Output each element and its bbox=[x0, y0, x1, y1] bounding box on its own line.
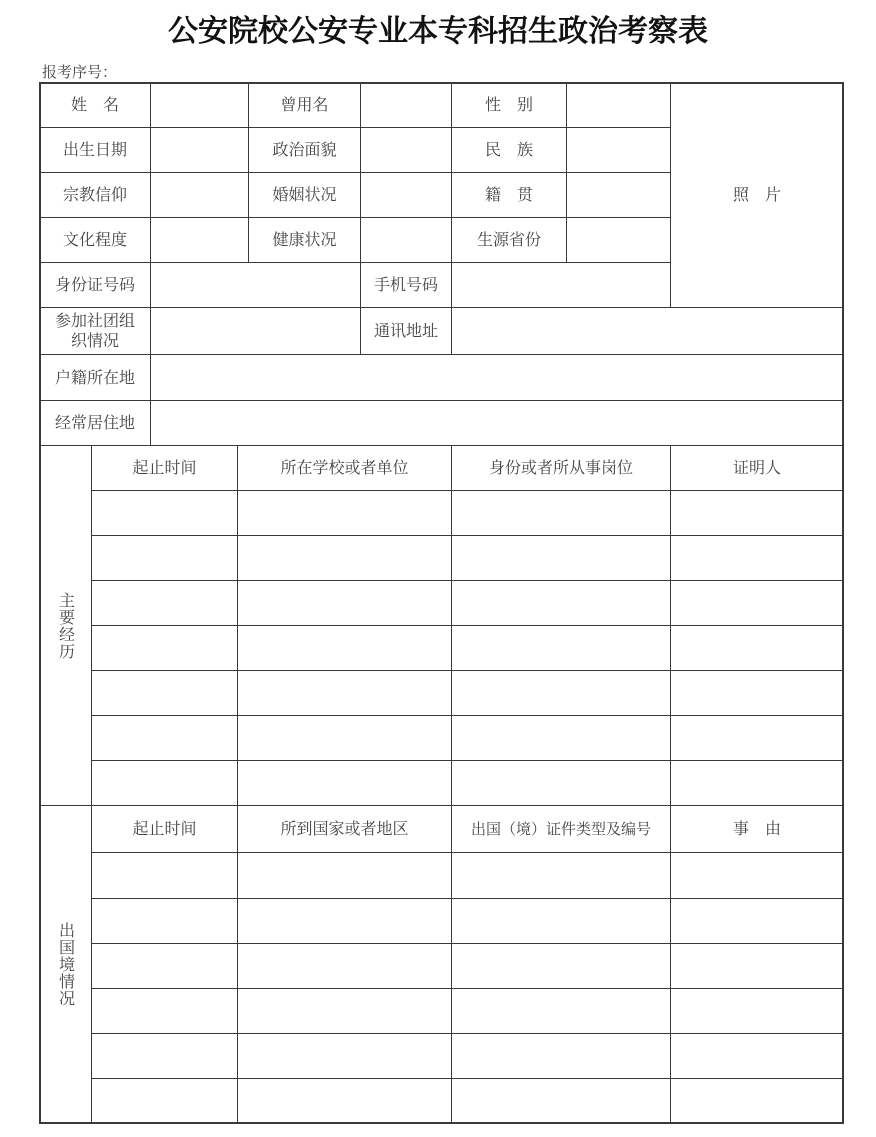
abroad-document-cell[interactable] bbox=[451, 898, 671, 944]
hukou-field[interactable] bbox=[150, 354, 844, 401]
ethnicity-label: 民 族 bbox=[451, 127, 567, 173]
abroad-reason-cell[interactable] bbox=[670, 988, 844, 1034]
experience-period-cell[interactable] bbox=[91, 760, 238, 806]
source-province-label: 生源省份 bbox=[451, 217, 567, 263]
abroad-document-cell[interactable] bbox=[451, 988, 671, 1034]
experience-section-title: 主要经历 bbox=[56, 591, 76, 660]
gender-field[interactable] bbox=[566, 82, 671, 128]
experience-witness-cell[interactable] bbox=[670, 670, 844, 716]
name-field[interactable] bbox=[150, 82, 249, 128]
source-province-field[interactable] bbox=[566, 217, 671, 263]
native-place-label: 籍 贯 bbox=[451, 172, 567, 218]
experience-organization-cell[interactable] bbox=[237, 535, 452, 581]
abroad-period-cell[interactable] bbox=[91, 1078, 238, 1124]
id-number-field[interactable] bbox=[150, 262, 361, 308]
experience-witness-cell[interactable] bbox=[670, 535, 844, 581]
experience-position-cell[interactable] bbox=[451, 625, 671, 671]
political-status-label: 政治面貌 bbox=[248, 127, 361, 173]
experience-period-cell[interactable] bbox=[91, 670, 238, 716]
experience-period-cell[interactable] bbox=[91, 580, 238, 626]
experience-position-cell[interactable] bbox=[451, 760, 671, 806]
experience-organization-cell[interactable] bbox=[237, 580, 452, 626]
abroad-reason-cell[interactable] bbox=[670, 852, 844, 899]
health-field[interactable] bbox=[360, 217, 452, 263]
experience-organization-cell[interactable] bbox=[237, 760, 452, 806]
abroad-destination-cell[interactable] bbox=[237, 898, 452, 944]
experience-witness-cell[interactable] bbox=[670, 490, 844, 536]
experience-col-organization: 所在学校或者单位 bbox=[237, 445, 452, 491]
experience-period-cell[interactable] bbox=[91, 535, 238, 581]
abroad-col-destination: 所到国家或者地区 bbox=[237, 805, 452, 853]
religion-label: 宗教信仰 bbox=[39, 172, 151, 218]
photo-box[interactable] bbox=[670, 82, 844, 308]
id-number-label: 身份证号码 bbox=[39, 262, 151, 308]
experience-organization-cell[interactable] bbox=[237, 625, 452, 671]
abroad-period-cell[interactable] bbox=[91, 1033, 238, 1079]
abroad-col-reason: 事 由 bbox=[670, 805, 844, 853]
former-name-label: 曾用名 bbox=[248, 82, 361, 128]
address-field[interactable] bbox=[451, 307, 844, 355]
experience-organization-cell[interactable] bbox=[237, 670, 452, 716]
photo-label: 照 片 bbox=[732, 185, 781, 204]
abroad-section-label bbox=[39, 805, 92, 1124]
experience-position-cell[interactable] bbox=[451, 580, 671, 626]
experience-col-position: 身份或者所从事岗位 bbox=[451, 445, 671, 491]
experience-position-cell[interactable] bbox=[451, 715, 671, 761]
experience-col-period: 起止时间 bbox=[91, 445, 238, 491]
marital-status-label: 婚姻状况 bbox=[248, 172, 361, 218]
experience-position-cell[interactable] bbox=[451, 535, 671, 581]
gender-label: 性 别 bbox=[451, 82, 567, 128]
education-field[interactable] bbox=[150, 217, 249, 263]
marital-status-field[interactable] bbox=[360, 172, 452, 218]
abroad-reason-cell[interactable] bbox=[670, 1078, 844, 1124]
experience-col-witness: 证明人 bbox=[670, 445, 844, 491]
experience-witness-cell[interactable] bbox=[670, 580, 844, 626]
former-name-field[interactable] bbox=[360, 82, 452, 128]
experience-witness-cell[interactable] bbox=[670, 715, 844, 761]
experience-position-cell[interactable] bbox=[451, 490, 671, 536]
experience-witness-cell[interactable] bbox=[670, 625, 844, 671]
abroad-period-cell[interactable] bbox=[91, 852, 238, 899]
residence-field[interactable] bbox=[150, 400, 844, 446]
experience-period-cell[interactable] bbox=[91, 490, 238, 536]
abroad-col-document: 出国（境）证件类型及编号 bbox=[451, 805, 671, 853]
address-label: 通讯地址 bbox=[360, 307, 452, 355]
experience-section-label bbox=[39, 445, 92, 806]
health-label: 健康状况 bbox=[248, 217, 361, 263]
experience-organization-cell[interactable] bbox=[237, 715, 452, 761]
abroad-document-cell[interactable] bbox=[451, 1078, 671, 1124]
phone-field[interactable] bbox=[451, 262, 671, 308]
abroad-document-cell[interactable] bbox=[451, 852, 671, 899]
political-status-field[interactable] bbox=[360, 127, 452, 173]
experience-witness-cell[interactable] bbox=[670, 760, 844, 806]
abroad-reason-cell[interactable] bbox=[670, 898, 844, 944]
abroad-destination-cell[interactable] bbox=[237, 988, 452, 1034]
abroad-reason-cell[interactable] bbox=[670, 943, 844, 989]
abroad-destination-cell[interactable] bbox=[237, 1033, 452, 1079]
hukou-label: 户籍所在地 bbox=[39, 354, 151, 401]
abroad-reason-cell[interactable] bbox=[670, 1033, 844, 1079]
form-title: 公安院校公安专业本专科招生政治考察表 bbox=[168, 14, 708, 49]
abroad-section-title: 出国境情况 bbox=[56, 922, 76, 1007]
serial-number-label: 报考序号： bbox=[42, 63, 118, 81]
residence-label: 经常居住地 bbox=[39, 400, 151, 446]
education-label: 文化程度 bbox=[39, 217, 151, 263]
native-place-field[interactable] bbox=[566, 172, 671, 218]
experience-period-cell[interactable] bbox=[91, 715, 238, 761]
abroad-period-cell[interactable] bbox=[91, 943, 238, 989]
phone-label: 手机号码 bbox=[360, 262, 452, 308]
abroad-period-cell[interactable] bbox=[91, 898, 238, 944]
abroad-period-cell[interactable] bbox=[91, 988, 238, 1034]
abroad-col-period: 起止时间 bbox=[91, 805, 238, 853]
experience-period-cell[interactable] bbox=[91, 625, 238, 671]
name-label: 姓 名 bbox=[39, 82, 151, 128]
org-field[interactable] bbox=[150, 307, 361, 355]
abroad-destination-cell[interactable] bbox=[237, 1078, 452, 1124]
abroad-document-cell[interactable] bbox=[451, 943, 671, 989]
birth-date-label: 出生日期 bbox=[39, 127, 151, 173]
religion-field[interactable] bbox=[150, 172, 249, 218]
ethnicity-field[interactable] bbox=[566, 127, 671, 173]
abroad-destination-cell[interactable] bbox=[237, 852, 452, 899]
experience-organization-cell[interactable] bbox=[237, 490, 452, 536]
birth-date-field[interactable] bbox=[150, 127, 249, 173]
org-label: 参加社团组织情况 bbox=[39, 307, 151, 355]
abroad-document-cell[interactable] bbox=[451, 1033, 671, 1079]
experience-position-cell[interactable] bbox=[451, 670, 671, 716]
abroad-destination-cell[interactable] bbox=[237, 943, 452, 989]
